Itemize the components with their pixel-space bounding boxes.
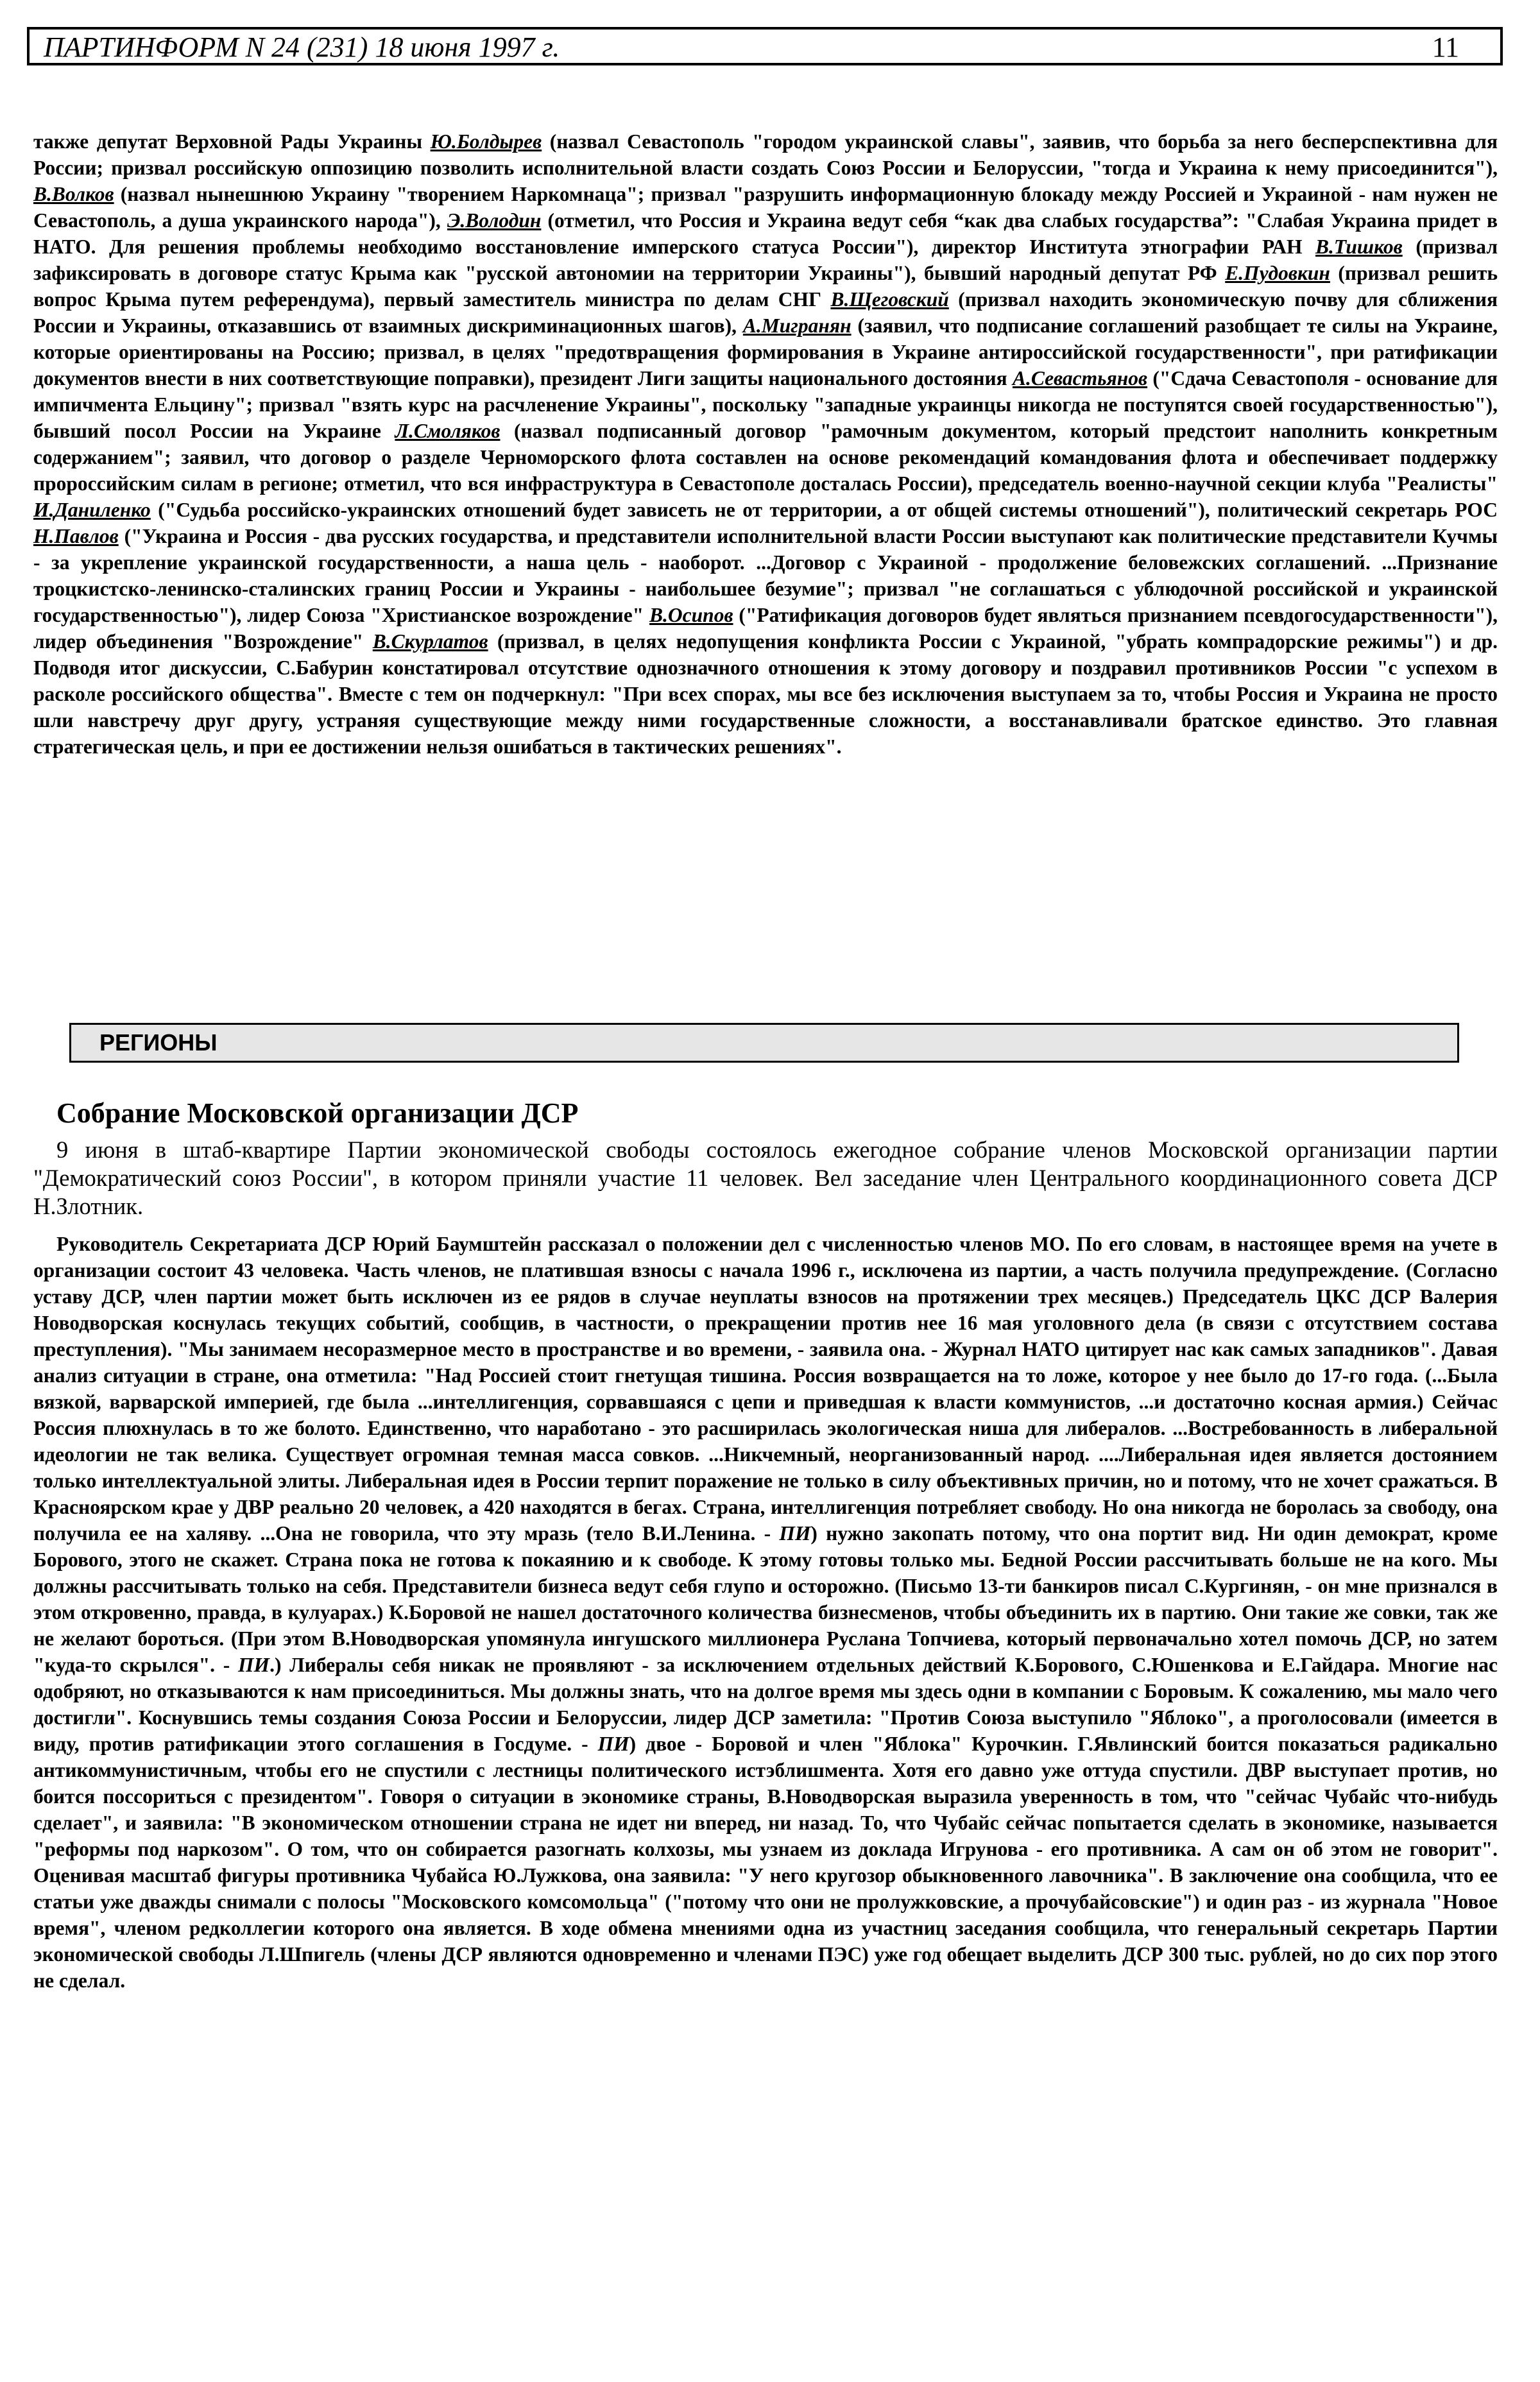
text-run: (заявил, что подписание соглашений разобщает те силы на Украине, которые ориентированы на Россию; призвал, в целях "предотвращения формирования в Украине антироссийской государственности", при ратификации документов внести в них соответствующие поправки), президент Лиги защиты национального достояния: [33, 314, 1498, 390]
person-name: А.Мигранян: [742, 314, 851, 337]
person-name: Н.Павлов: [33, 525, 119, 547]
person-name: А.Севастьянов: [1012, 367, 1148, 390]
text-run: ("Судьба российско-украинских отношений будет зависеть не от территории, а от общей системы отношений"), политический секретарь РОС: [150, 499, 1498, 521]
person-name: В.Щеговский: [830, 288, 949, 311]
article-lead: 9 июня в штаб-квартире Партии экономической свободы состоялось ежегодное собрание членов Московской организации партии "Демократический союз России", в котором приняли участие 11 человек. Вел заседание член Центрального координационного совета ДСР Н.Злотник.: [33, 1136, 1498, 1219]
text-run: ("Украина и Россия - два русских государства, и представители исполнительной власти России выступают как политические представители Кучмы - за укрепление украинской государственности, а наша цель - наоборот. ...Договор с Украиной - продолжение беловежских соглашений. ...Признание троцкистско-ленинско-сталинских границ России и Украины - наибольшее безумие"; призвал "не соглашаться с ублюдочной российской и украинской государственностью"), лидер Союза "Христианское возрождение": [33, 525, 1498, 626]
text-run: ("Сдача Севастополя - основание для импичмента Ельцину"; призвал "взять курс на расчленение Украины", поскольку "западные украинцы никогда не поступятся своей государственностью"), бывший посол России на Украине: [33, 367, 1498, 442]
text-run: ) нужно закопать потому, что она портит вид. Ни один демократ, кроме Борового, этого не скажет. Страна пока не готова к покаянию и к свободе. К этому готовы только мы. Бедной России рассчитывать больше не на кого. Мы должны рассчитывать только на себя. Представители бизнеса ведут себя глупо и осторожно. (Письмо 13-ти банкиров писал С.Кургинян, - он мне признался в этом откровенно, правда, в кулуарах.) К.Боровой не нашел достаточного количества бизнесменов, чтобы объединить их в партию. Они такие же совки, так же не желают бороться. (При этом В.Новодворская упомянула ингушского миллионера Руслана Топчиева, который первоначально хотел помочь ДСР, но затем "куда-то скрылся". -: [33, 1522, 1498, 1676]
person-name: В.Скурлатов: [372, 630, 488, 653]
text-run: (отметил, что Россия и Украина ведут себя “как два слабых государства”: "Слабая Украина придет в НАТО. Для решения проблемы необходимо восстановление имперского статуса России"), директор Института этнографии РАН: [33, 209, 1498, 258]
section-heading-bar: [69, 1023, 1459, 1063]
text-run: Руководитель Секретариата ДСР Юрий Баумштейн рассказал о положении дел с численностью членов МО. По его словам, в настоящее время на учете в организации состоит 43 человека. Часть членов, не платившая взносы с начала 1996 г., исключена из партии, а часть получила предупреждение. (Согласно уставу ДСР, член партии может быть исключен из ее рядов в случае неуплаты взносов на протяжении трех месяцев.) Председатель ЦКС ДСР Валерия Новодворская коснулась текущих событий, сообщив, в частности, о прекращении против нее 16 мая уголовного дела (в связи с отсутствием состава преступления). "Мы занимаем несоразмерное место в пространстве и во времени, - заявила она. - Журнал НАТО цитирует нас как самых западников". Давая анализ ситуации в стране, она отметила: "Над Россией стоит гнетущая тишина. Россия возвращается на то ложе, которое у нее было до 17-го года. (...Была вязкой, варварской империей, где была ...интеллигенция, сорвавшаяся с цепи и приведшая к власти коммунистов, ...и достаточно косная армия.) Сейчас Россия плюхнулась в то же болото. Единственно, что наработано - это расширилась экологическая ниша для либералов. ...Востребованность в либеральной идеологии не так велика. Существует огромная темная масса совков. ...Никчемный, неорганизованный народ. ....Либеральная идея является достоянием только интеллектуальной элиты. Либеральная идея в России терпит поражение не только в силу объективных причин, но и потому, что не хочет сражаться. В Красноярском крае у ДВР реально 20 человек, а 420 находятся в бегах. Страна, интеллигенция потребляет свободу. Но она никогда не боролась за свободу, она получила ее на халяву. ...Она не говорила, что эту мразь (тело В.И.Ленина. -: [33, 1233, 1498, 1545]
section-heading: РЕГИОНЫ: [99, 1029, 218, 1056]
publication-title: ПАРТИНФОРМ N 24 (231) 18 июня 1997 г.: [44, 31, 560, 63]
text-run: также депутат Верховной Рады Украины: [33, 130, 431, 153]
text-run: (назвал подписанный договор "рамочным документом, который предстоит наполнить конкретным содержанием"; заявил, что договор о разделе Черноморского флота составлен на основе рекомендаций командования флота и обеспечивает поддержку пророссийским силам в регионе; отметил, что вся инфраструктура в Севастополе досталась России), председатель военно-научной секции клуба "Реалисты": [33, 420, 1498, 495]
text-run: (призвал, в целях недопущения конфликта России с Украиной, "убрать компрадорские режимы") и др. Подводя итог дискуссии, С.Бабурин констатировал отсутствие однозначного отношения к этому договору и поздравил противников России "с успехом в расколе российского общества". Вместе с тем он подчеркнул: "При всех спорах, мы все без исключения выступаем за то, чтобы Россия и Украина не просто шли навстречу друг другу, устраняя существующие между ними государственные сложности, а восстанавливали братское единство. Это главная стратегическая цель, и при ее достижении нельзя ошибаться в тактических решениях".: [33, 630, 1498, 758]
text-run: (призвал находить экономическую почву для сближения России и Украины, отказавшись от взаимных дискриминационных шагов),: [33, 288, 1498, 337]
text-run: ("Ратификация договоров будет являться признанием псевдогосударственности"), лидер объединения "Возрождение": [33, 604, 1498, 653]
article-title: Собрание Московской организации ДСР: [56, 1097, 579, 1129]
person-name: Э.Володин: [447, 209, 542, 232]
person-name: Ю.Болдырев: [430, 130, 542, 153]
editor-mark: ПИ: [597, 1733, 629, 1755]
person-name: В.Волков: [33, 183, 114, 205]
text-run: (назвал нынешнюю Украину "творением Наркомнаца"; призвал "разрушить информационную блокаду между Россией и Украиной - нам нужен не Севастополь, а душа украинского народа"),: [33, 183, 1498, 232]
article-body: [33, 1231, 1498, 1994]
editor-mark: ПИ: [779, 1522, 811, 1545]
continued-article-text: [33, 128, 1498, 760]
editor-mark: ПИ: [238, 1654, 270, 1676]
text-run: (призвал решить вопрос Крыма путем референдума), первый заместитель министра по делам СНГ: [33, 262, 1498, 311]
text-run: ) двое - Боровой и член "Яблока" Курочкин. Г.Явлинский боится показаться радикально антикоммунистичным, чтобы его не спустили с лестницы политического истэблишмента. Хотя его давно уже оттуда спустили. ДВР выступает против, но боится поссориться с президентом". Говоря о ситуации в экономике страны, В.Новодворская выразила уверенность в том, что "сейчас Чубайс что-нибудь сделает", и заявила: "В экономическом отношении страна не идет ни вперед, ни назад. То, что Чубайс сейчас попытается сделать в экономике, называется "реформы под наркозом". О том, что он собирается разогнать колхозы, мы узнаем из доклада Игрунова - его противника. А сам он об этом не говорит". Оценивая масштаб фигуры противника Чубайса Ю.Лужкова, она заявила: "У него кругозор обыкновенного лавочника". В заключение она сообщила, что ее статьи уже дважды снимали с полосы "Московского комсомольца" ("потому что они не пролужковские, а прочубайсовские") и один раз - из журнала "Новое время", членом редколлегии которого она является. В ходе обмена мнениями одна из участниц заседания сообщила, что генеральный секретарь Партии экономической свободы Л.Шпигель (члены ДСР являются одновременно и членами ПЭС) уже год обещает выделить ДСР 300 тыс. рублей, но до сих пор этого не сделал.: [33, 1733, 1498, 1992]
person-name: И.Даниленко: [33, 499, 151, 521]
person-name: Л.Смоляков: [395, 420, 501, 442]
person-name: В.Осипов: [649, 604, 733, 626]
text-run: (назвал Севастополь "городом украинской славы", заявив, что борьба за него бесперспективна для России; призвал российскую оппозицию позволить исполнительной власти создать Союз России и Белоруссии, "тогда и Украина к нему присоединится"),: [33, 130, 1498, 179]
text-run: (призвал зафиксировать в договоре статус Крыма как "русской автономии на территории Украины"), бывший народный депутат РФ: [33, 236, 1498, 284]
page-number: 11: [1432, 31, 1459, 63]
person-name: Е.Пудовкин: [1225, 262, 1330, 284]
text-run: .) Либералы себя никак не проявляют - за исключением отдельных действий К.Борового, С.Юшенкова и Е.Гайдара. Многие нас одобряют, но отказываются к нам присоединиться. Мы должны знать, что на долгое время мы здесь одни в компании с Боровым. К сожалению, мы мало чего достигли". Коснувшись темы создания Союза России и Белоруссии, лидер ДСР заметила: "Против Союза выступило "Яблоко", а проголосовали (имеется в виду, против ратификации этого соглашения в Госдуме. -: [33, 1654, 1498, 1755]
page-header: [27, 27, 1503, 65]
person-name: В.Тишков: [1315, 236, 1403, 258]
